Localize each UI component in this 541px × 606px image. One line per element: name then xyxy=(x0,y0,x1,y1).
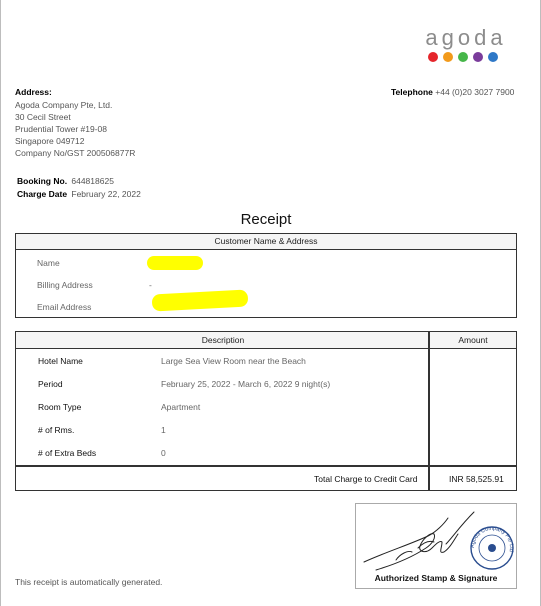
booking-no-value: 644818625 xyxy=(71,176,114,186)
telephone-label: Telephone xyxy=(391,87,433,97)
period-value: February 25, 2022 - March 6, 2022 9 night(s) xyxy=(161,379,331,389)
total-charge-value: INR 58,525.91 xyxy=(449,474,504,484)
total-charge-label: Total Charge to Credit Card xyxy=(314,474,418,484)
extra-beds-label: # of Extra Beds xyxy=(38,448,97,458)
hotel-name-value: Large Sea View Room near the Beach xyxy=(161,356,306,366)
billing-address-value: - xyxy=(149,280,152,290)
address-line: 30 Cecil Street xyxy=(15,112,71,122)
signature-image xyxy=(356,504,518,576)
svg-text:Agoda Company Pte Ltd: Agoda Company Pte Ltd xyxy=(469,525,515,553)
booking-no xyxy=(17,176,114,186)
email-address-label: Email Address xyxy=(37,302,92,312)
room-type-label: Room Type xyxy=(38,402,82,412)
telephone-value: +44 (0)20 3027 7900 xyxy=(435,87,515,97)
address-line: Agoda Company Pte, Ltd. xyxy=(15,100,113,110)
redacted-name-highlight xyxy=(147,256,203,270)
customer-header: Customer Name & Address xyxy=(16,234,516,250)
amount-total-divider xyxy=(430,465,516,467)
redacted-email-highlight xyxy=(152,289,249,311)
amount-header: Amount xyxy=(458,335,488,345)
rooms-count-value: 1 xyxy=(161,425,166,435)
description-table xyxy=(15,331,517,491)
footer-note: This receipt is automatically generated. xyxy=(15,577,163,587)
logo-dot xyxy=(458,52,468,62)
extra-beds-value: 0 xyxy=(161,448,166,458)
billing-address-label: Billing Address xyxy=(37,280,93,290)
address-line: Singapore 049712 xyxy=(15,136,85,146)
company-address xyxy=(15,99,135,159)
receipt-title: Receipt xyxy=(240,211,292,228)
stamp-signature-box xyxy=(355,503,517,589)
period-label: Period xyxy=(38,379,63,389)
logo-dot xyxy=(428,52,438,62)
logo-dot xyxy=(473,52,483,62)
hotel-name-label: Hotel Name xyxy=(38,356,83,366)
logo-dots xyxy=(413,52,513,62)
charge-date xyxy=(17,189,141,199)
booking-no-label: Booking No. xyxy=(17,176,68,186)
description-header: Description xyxy=(201,335,245,345)
charge-date-label: Charge Date xyxy=(17,189,68,199)
address-line: Prudential Tower #19-08 xyxy=(15,124,107,134)
total-divider xyxy=(16,465,430,467)
rooms-count-label: # of Rms. xyxy=(38,425,75,435)
address-line: Company No/GST 200506877R xyxy=(15,148,136,158)
name-label: Name xyxy=(37,258,60,268)
logo-wordmark: agoda xyxy=(425,25,507,50)
address-label: Address: xyxy=(15,87,52,97)
customer-section xyxy=(15,233,517,318)
room-type-value: Apartment xyxy=(161,402,201,412)
logo-dot xyxy=(443,52,453,62)
logo-dot xyxy=(488,52,498,62)
agoda-logo xyxy=(419,27,513,62)
telephone xyxy=(391,87,514,97)
stamp-label: Authorized Stamp & Signature xyxy=(374,573,498,583)
charge-date-value: February 22, 2022 xyxy=(71,189,141,199)
company-seal xyxy=(470,526,514,569)
